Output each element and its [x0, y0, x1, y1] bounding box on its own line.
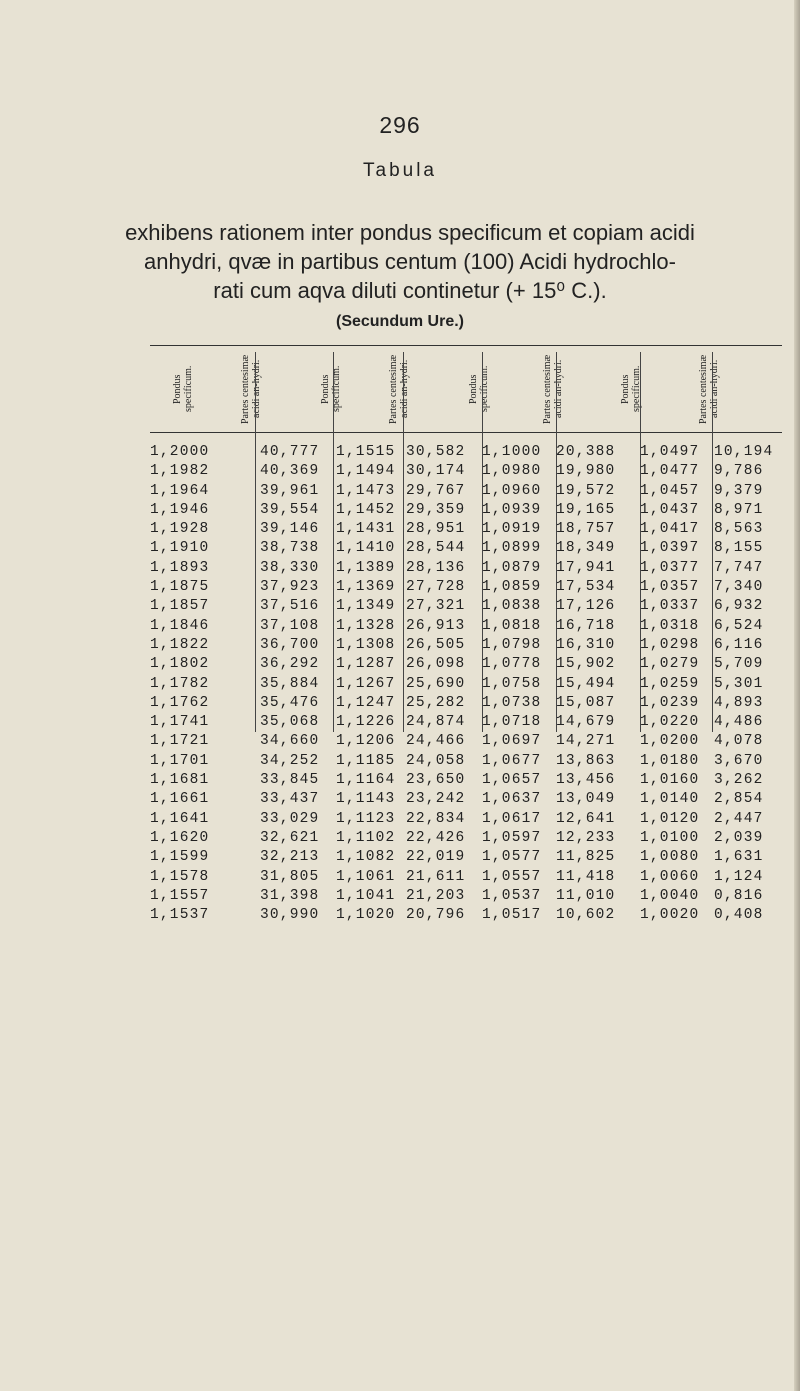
table-cell: 1,0939 — [482, 501, 542, 518]
table-cell: 1,1185 — [336, 752, 396, 769]
table-cell: 37,923 — [260, 579, 320, 596]
table-cell: 27,321 — [406, 598, 466, 615]
table-cell: 6,524 — [714, 617, 764, 634]
table-cell: 16,718 — [556, 617, 616, 634]
table-cell: 1,1328 — [336, 617, 396, 634]
table-cell: 16,310 — [556, 636, 616, 653]
table-row — [150, 578, 782, 597]
table-cell: 4,078 — [714, 733, 764, 750]
table-cell: 1,0040 — [640, 887, 700, 904]
table-row — [150, 887, 782, 906]
table-cell: 1,0120 — [640, 810, 700, 827]
table-cell: 30,990 — [260, 907, 320, 924]
table-cell: 1,0180 — [640, 752, 700, 769]
table-row — [150, 462, 782, 481]
table-cell: 1,1164 — [336, 772, 396, 789]
table-row — [150, 732, 782, 751]
table-cell: 32,213 — [260, 849, 320, 866]
table-cell: 1,0239 — [640, 694, 700, 711]
table-cell: 11,825 — [556, 849, 616, 866]
table-cell: 1,1681 — [150, 772, 210, 789]
table-cell: 25,690 — [406, 675, 466, 692]
table-cell: 26,098 — [406, 656, 466, 673]
table-cell: 1,0738 — [482, 694, 542, 711]
table-cell: 1,1620 — [150, 829, 210, 846]
table-cell: 1,0279 — [640, 656, 700, 673]
table-cell: 38,330 — [260, 559, 320, 576]
table-cell: 9,379 — [714, 482, 764, 499]
table-cell: 35,068 — [260, 714, 320, 731]
table-cell: 1,0377 — [640, 559, 700, 576]
table-cell: 1,1641 — [150, 810, 210, 827]
table-row — [150, 539, 782, 558]
table-cell: 8,971 — [714, 501, 764, 518]
table-cell: 1,1822 — [150, 636, 210, 653]
table-cell: 1,1247 — [336, 694, 396, 711]
table-cell: 1,1267 — [336, 675, 396, 692]
table-cell: 39,554 — [260, 501, 320, 518]
table-cell: 1,0080 — [640, 849, 700, 866]
table-cell: 1,0417 — [640, 521, 700, 538]
table-cell: 40,777 — [260, 444, 320, 460]
table-cell: 2,854 — [714, 791, 764, 808]
table-cell: 4,893 — [714, 694, 764, 711]
page-edge-shadow — [794, 0, 800, 1391]
table-cell: 1,124 — [714, 868, 764, 885]
table-cell: 11,010 — [556, 887, 616, 904]
table-cell: 1,0919 — [482, 521, 542, 538]
table-caption — [60, 218, 760, 305]
table-cell: 1,0259 — [640, 675, 700, 692]
table-cell: 1,0557 — [482, 868, 542, 885]
table-cell: 12,233 — [556, 829, 616, 846]
table-cell: 1,0020 — [640, 907, 700, 924]
table-cell: 1,1982 — [150, 463, 210, 480]
table-cell: 37,108 — [260, 617, 320, 634]
table-cell: 1,1721 — [150, 733, 210, 750]
table-cell: 1,0477 — [640, 463, 700, 480]
table-cell: 33,029 — [260, 810, 320, 827]
table-cell: 1,0637 — [482, 791, 542, 808]
table-cell: 17,941 — [556, 559, 616, 576]
table-cell: 30,174 — [406, 463, 466, 480]
table-cell: 1,1020 — [336, 907, 396, 924]
table-row — [150, 694, 782, 713]
table-cell: 0,408 — [714, 907, 764, 924]
table-cell: 1,0457 — [640, 482, 700, 499]
table-cell: 22,426 — [406, 829, 466, 846]
table-cell: 4,486 — [714, 714, 764, 731]
column-header: Partes centesimæ acidi an-hydri. — [542, 354, 564, 424]
table-cell: 1,1143 — [336, 791, 396, 808]
top-rule — [150, 345, 782, 346]
table-cell: 19,165 — [556, 501, 616, 518]
table-cell: 13,456 — [556, 772, 616, 789]
table-cell: 1,1041 — [336, 887, 396, 904]
table-cell: 1,1946 — [150, 501, 210, 518]
table-cell: 1,1000 — [482, 444, 542, 460]
table-cell: 14,679 — [556, 714, 616, 731]
table-row — [150, 636, 782, 655]
table-cell: 6,116 — [714, 636, 764, 653]
table-cell: 1,0879 — [482, 559, 542, 576]
table-header — [150, 348, 782, 432]
table-cell: 1,1578 — [150, 868, 210, 885]
table-row — [150, 771, 782, 790]
table-cell: 39,961 — [260, 482, 320, 499]
table-cell: 1,1308 — [336, 636, 396, 653]
table-cell: 13,049 — [556, 791, 616, 808]
table-cell: 30,582 — [406, 444, 466, 460]
column-header: Partes centesimæ acidi an-hydri. — [388, 354, 410, 424]
table-cell: 35,476 — [260, 694, 320, 711]
table-cell: 34,660 — [260, 733, 320, 750]
table-body — [150, 443, 782, 925]
page-number: 296 — [379, 112, 421, 138]
table-cell: 38,738 — [260, 540, 320, 557]
table-cell: 1,1893 — [150, 559, 210, 576]
table-cell: 34,252 — [260, 752, 320, 769]
table-cell: 9,786 — [714, 463, 764, 480]
table-cell: 26,505 — [406, 636, 466, 653]
table-cell: 33,437 — [260, 791, 320, 808]
column-header: Pondus specificum. — [620, 365, 642, 413]
table-cell: 1,1537 — [150, 907, 210, 924]
table-cell: 1,0758 — [482, 675, 542, 692]
caption-line: anhydri, qvæ in partibus centum (100) Acidi hydrochlo- — [144, 249, 676, 274]
column-header: Pondus specificum. — [320, 365, 342, 413]
caption-line: exhibens rationem inter pondus specificum et copiam acidi — [125, 220, 695, 245]
table-cell: 1,1473 — [336, 482, 396, 499]
table-cell: 37,516 — [260, 598, 320, 615]
table-cell: 1,1369 — [336, 579, 396, 596]
table-cell: 14,271 — [556, 733, 616, 750]
table-cell: 12,641 — [556, 810, 616, 827]
table-cell: 1,1964 — [150, 482, 210, 499]
table-cell: 22,834 — [406, 810, 466, 827]
table-row — [150, 617, 782, 636]
table-cell: 7,340 — [714, 579, 764, 596]
table-cell: 6,932 — [714, 598, 764, 615]
table-cell: 1,0838 — [482, 598, 542, 615]
table-cell: 7,747 — [714, 559, 764, 576]
table-cell: 21,203 — [406, 887, 466, 904]
table-cell: 28,136 — [406, 559, 466, 576]
table-cell: 24,466 — [406, 733, 466, 750]
table-cell: 23,650 — [406, 772, 466, 789]
table-cell: 15,902 — [556, 656, 616, 673]
table-cell: 35,884 — [260, 675, 320, 692]
table-cell: 0,816 — [714, 887, 764, 904]
table-cell: 1,1928 — [150, 521, 210, 538]
caption-line: rati cum aqva diluti continetur (+ 15⁰ C.). — [213, 278, 607, 303]
table-cell: 1,0100 — [640, 829, 700, 846]
table-cell: 1,0697 — [482, 733, 542, 750]
table-row — [150, 790, 782, 809]
table-cell: 1,0357 — [640, 579, 700, 596]
table-cell: 1,1910 — [150, 540, 210, 557]
table-cell: 1,1102 — [336, 829, 396, 846]
table-cell: 1,1410 — [336, 540, 396, 557]
table-cell: 10,194 — [714, 444, 774, 460]
column-header: Pondus specificum. — [172, 365, 194, 413]
table-cell: 1,0718 — [482, 714, 542, 731]
table-cell: 1,0160 — [640, 772, 700, 789]
column-header: Pondus specificum. — [468, 365, 490, 413]
table-cell: 36,700 — [260, 636, 320, 653]
table-cell: 15,494 — [556, 675, 616, 692]
table-cell: 1,1661 — [150, 791, 210, 808]
table-cell: 20,388 — [556, 444, 616, 460]
table-row — [150, 829, 782, 848]
table-cell: 15,087 — [556, 694, 616, 711]
table-cell: 1,1226 — [336, 714, 396, 731]
table-cell: 23,242 — [406, 791, 466, 808]
table-row — [150, 848, 782, 867]
table-cell: 29,359 — [406, 501, 466, 518]
table-cell: 1,1782 — [150, 675, 210, 692]
table-cell: 1,0818 — [482, 617, 542, 634]
table-cell: 10,602 — [556, 907, 616, 924]
table-cell: 1,1802 — [150, 656, 210, 673]
table-cell: 1,631 — [714, 849, 764, 866]
table-cell: 25,282 — [406, 694, 466, 711]
table-row — [150, 655, 782, 674]
table-cell: 28,951 — [406, 521, 466, 538]
table-cell: 1,0577 — [482, 849, 542, 866]
table-row — [150, 559, 782, 578]
table-cell: 26,913 — [406, 617, 466, 634]
table-cell: 1,0220 — [640, 714, 700, 731]
table-cell: 17,534 — [556, 579, 616, 596]
table-row — [150, 520, 782, 539]
table-row — [150, 675, 782, 694]
table-cell: 31,398 — [260, 887, 320, 904]
table-title: Tabula — [363, 160, 437, 181]
table-cell: 1,0537 — [482, 887, 542, 904]
table-row — [150, 906, 782, 925]
table-cell: 22,019 — [406, 849, 466, 866]
table-row — [150, 501, 782, 520]
table-cell: 33,845 — [260, 772, 320, 789]
table-cell: 40,369 — [260, 463, 320, 480]
table-row — [150, 597, 782, 616]
table-cell: 1,1452 — [336, 501, 396, 518]
table-cell: 1,1431 — [336, 521, 396, 538]
table-cell: 1,0298 — [640, 636, 700, 653]
table-cell: 1,0497 — [640, 444, 700, 460]
table-cell: 13,863 — [556, 752, 616, 769]
table-cell: 1,1349 — [336, 598, 396, 615]
table-cell: 27,728 — [406, 579, 466, 596]
table-row — [150, 443, 782, 462]
table-cell: 19,572 — [556, 482, 616, 499]
table-cell: 24,874 — [406, 714, 466, 731]
table-cell: 20,796 — [406, 907, 466, 924]
table-cell: 1,0140 — [640, 791, 700, 808]
table-cell: 1,0337 — [640, 598, 700, 615]
header-rule — [150, 432, 782, 433]
table-cell: 18,349 — [556, 540, 616, 557]
table-cell: 1,1389 — [336, 559, 396, 576]
table-cell: 1,0397 — [640, 540, 700, 557]
table-cell: 1,1857 — [150, 598, 210, 615]
table-row — [150, 810, 782, 829]
table-cell: 39,146 — [260, 521, 320, 538]
table-cell: 28,544 — [406, 540, 466, 557]
table-row — [150, 713, 782, 732]
table-cell: 1,1557 — [150, 887, 210, 904]
table-cell: 1,0778 — [482, 656, 542, 673]
table-cell: 29,767 — [406, 482, 466, 499]
column-header: Partes centesimæ acidi an-hydri. — [240, 354, 262, 424]
table-cell: 19,980 — [556, 463, 616, 480]
table-cell: 17,126 — [556, 598, 616, 615]
table-cell: 1,0980 — [482, 463, 542, 480]
table-cell: 1,1875 — [150, 579, 210, 596]
table-cell: 1,1123 — [336, 810, 396, 827]
source-note: (Secundum Ure.) — [335, 313, 464, 330]
table-cell: 3,670 — [714, 752, 764, 769]
table-cell: 31,805 — [260, 868, 320, 885]
table-cell: 1,0798 — [482, 636, 542, 653]
table-cell: 1,1287 — [336, 656, 396, 673]
table-cell: 2,447 — [714, 810, 764, 827]
table-cell: 1,1206 — [336, 733, 396, 750]
table-cell: 2,039 — [714, 829, 764, 846]
table-cell: 1,0060 — [640, 868, 700, 885]
table-cell: 1,2000 — [150, 444, 210, 460]
table-cell: 1,1494 — [336, 463, 396, 480]
table-cell: 1,0617 — [482, 810, 542, 827]
table-cell: 18,757 — [556, 521, 616, 538]
column-header: Partes centesimæ acidi an-hydri. — [698, 354, 720, 424]
table-row — [150, 482, 782, 501]
table-cell: 1,1599 — [150, 849, 210, 866]
table-cell: 1,0437 — [640, 501, 700, 518]
table-cell: 1,0859 — [482, 579, 542, 596]
table-cell: 1,0200 — [640, 733, 700, 750]
table-cell: 24,058 — [406, 752, 466, 769]
table-cell: 3,262 — [714, 772, 764, 789]
table-cell: 32,621 — [260, 829, 320, 846]
table-cell: 1,0899 — [482, 540, 542, 557]
table-cell: 1,0318 — [640, 617, 700, 634]
table-cell: 1,1515 — [336, 444, 396, 460]
table-cell: 1,1701 — [150, 752, 210, 769]
table-cell: 5,709 — [714, 656, 764, 673]
table-cell: 5,301 — [714, 675, 764, 692]
table-cell: 1,1741 — [150, 714, 210, 731]
table-cell: 8,563 — [714, 521, 764, 538]
table-cell: 36,292 — [260, 656, 320, 673]
table-cell: 1,0677 — [482, 752, 542, 769]
table-cell: 21,611 — [406, 868, 466, 885]
table-cell: 1,0517 — [482, 907, 542, 924]
table-cell: 1,0597 — [482, 829, 542, 846]
table-cell: 1,1061 — [336, 868, 396, 885]
table-cell: 8,155 — [714, 540, 764, 557]
table-cell: 1,1762 — [150, 694, 210, 711]
table-cell: 11,418 — [556, 868, 616, 885]
table-cell: 1,1846 — [150, 617, 210, 634]
table-cell: 1,1082 — [336, 849, 396, 866]
table-row — [150, 868, 782, 887]
table-row — [150, 752, 782, 771]
table-cell: 1,0657 — [482, 772, 542, 789]
table-cell: 1,0960 — [482, 482, 542, 499]
